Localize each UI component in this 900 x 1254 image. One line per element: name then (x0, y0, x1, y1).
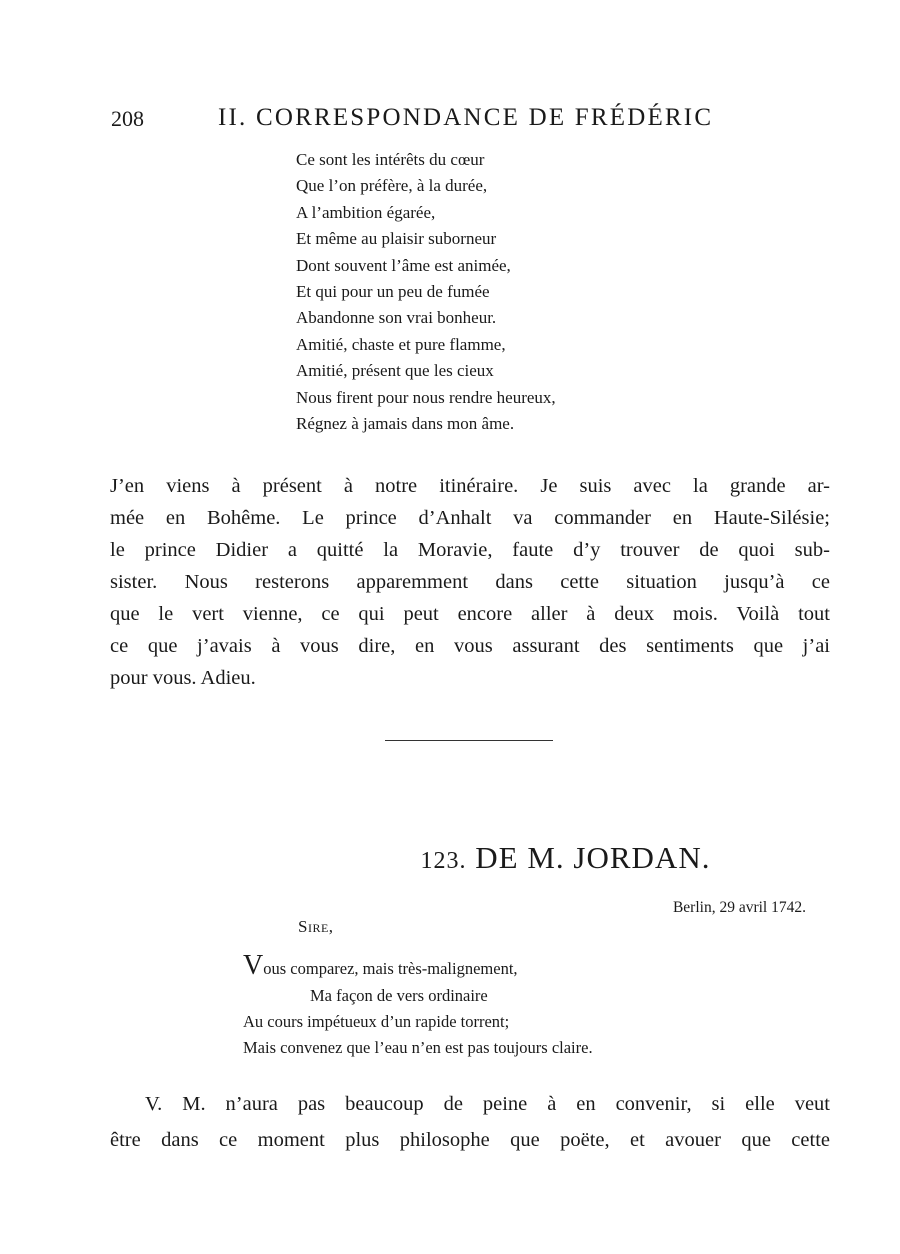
verse-line: Au cours impétueux d’un rapide torrent; (243, 1012, 510, 1031)
running-title: II. CORRESPONDANCE DE FRÉDÉRIC (218, 104, 714, 131)
poem-line: Régnez à jamais dans mon âme. (296, 414, 515, 434)
poem-line: Nous firent pour nous rendre heureux, (296, 387, 556, 407)
poem (296, 147, 556, 437)
poem-line: A l’ambition égarée, (296, 202, 436, 222)
drop-cap: V (243, 950, 264, 981)
verse-line: Mais convenez que l’eau n’en est pas toujours claire. (243, 1038, 593, 1057)
text-line: V. M. n’aura pas beaucoup de peine à en convenir, si elle veut (145, 1093, 830, 1115)
dateline: Berlin, 29 avril 1742. (672, 899, 806, 916)
text-line: J’en viens à présent à notre itinéraire. Je suis avec la grande ar- (110, 475, 830, 497)
poem-line: Ce sont les intérêts du cœur (296, 150, 485, 169)
letter-heading (0, 840, 900, 876)
verse-text: ous comparez, mais très-malignement, (263, 959, 518, 978)
poem-line: Amitié, chaste et pure flamme, (296, 334, 506, 354)
text-line: le prince Didier a quitté la Moravie, faute d’y trouver de quoi sub- (110, 539, 830, 561)
verse-line: Ma façon de vers ordinaire (310, 986, 488, 1005)
text-line: ce que j’avais à vous dire, en vous assurant des sentiments que j’ai (110, 635, 830, 657)
text-line: être dans ce moment plus philosophe que poëte, et avouer que cette (110, 1129, 830, 1151)
verse-line (243, 952, 518, 980)
poem-line: Dont souvent l’âme est animée, (296, 255, 511, 275)
text-line: sister. Nous resterons apparemment dans cette situation jusqu’à ce (110, 571, 830, 593)
page-number: 208 (111, 106, 144, 131)
poem-line: Amitié, présent que les cieux (296, 361, 494, 381)
poem-line: Et qui pour un peu de fumée (296, 282, 490, 302)
letter-paragraph (110, 1086, 830, 1158)
text-line: que le vert vienne, ce qui peut encore aller à deux mois. Voilà tout (110, 603, 830, 625)
poem-line: Abandonne son vrai bonheur. (296, 308, 497, 328)
body-paragraph (110, 470, 830, 694)
letter-number: 123. (420, 848, 467, 874)
salutation: Sire, (298, 917, 334, 936)
poem-line: Que l’on préfère, à la durée, (296, 176, 488, 196)
text-line: mée en Bohême. Le prince d’Anhalt va commander en Haute-Silésie; (110, 507, 830, 529)
letter-title: DE M. JORDAN. (475, 840, 711, 875)
section-divider (385, 740, 553, 741)
text-line: pour vous. Adieu. (110, 667, 256, 689)
poem-line: Et même au plaisir suborneur (296, 229, 497, 249)
